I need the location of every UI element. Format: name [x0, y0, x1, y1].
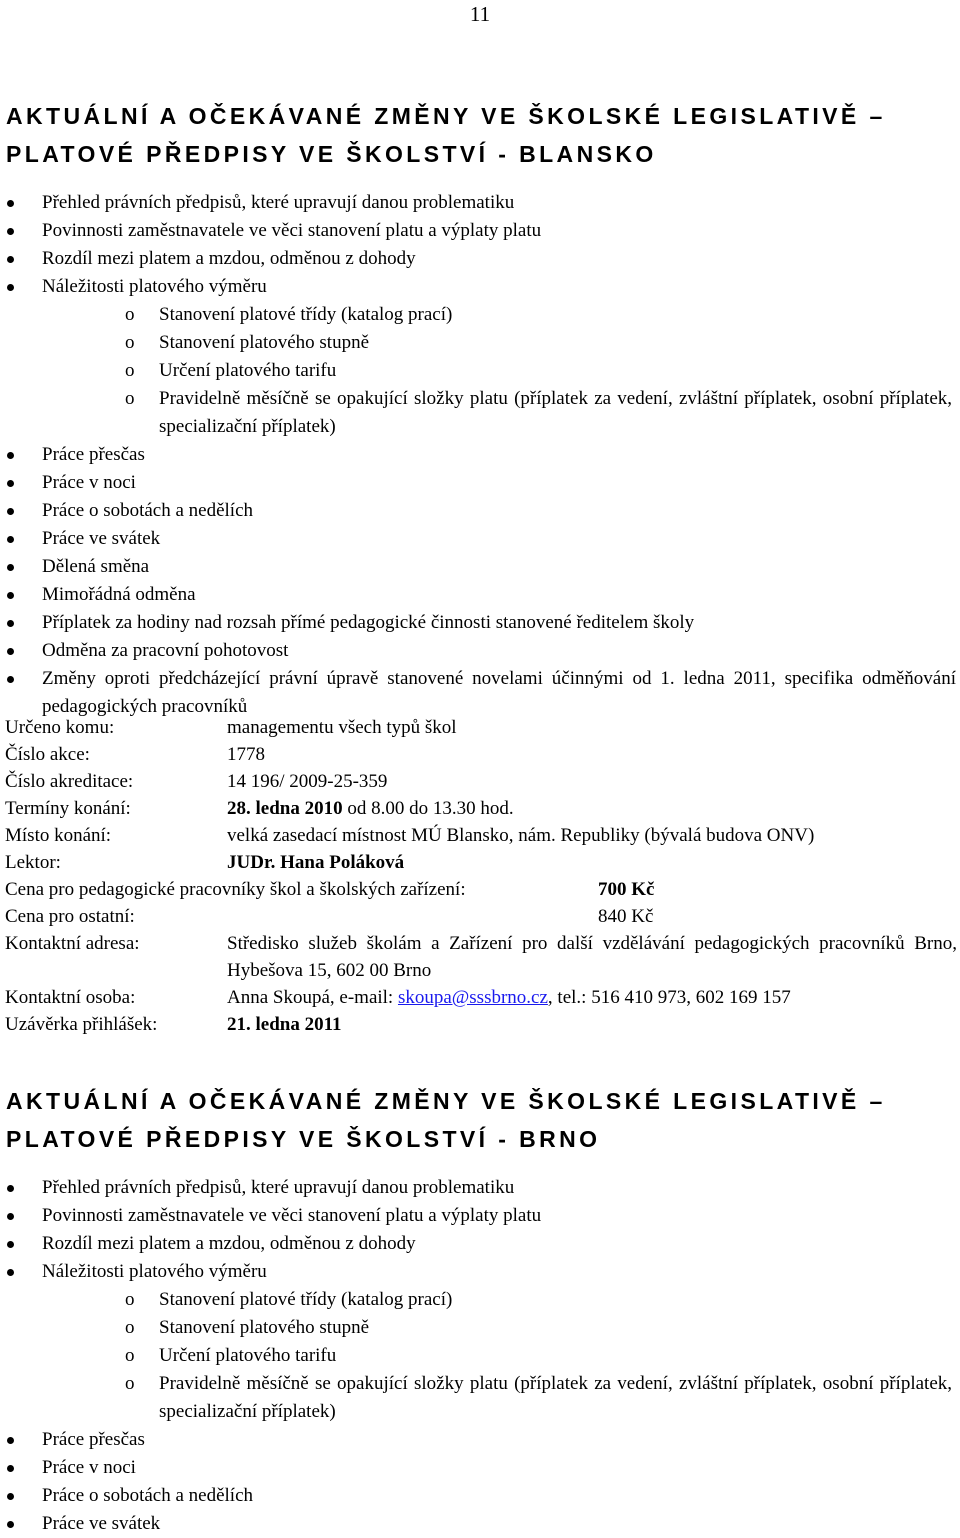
info-value: 14 196/ 2009-25-359 [227, 771, 388, 792]
info-value: 28. ledna 2010 od 8.00 do 13.30 hod. [227, 798, 514, 819]
sub-list-item: o Pravidelně měsíčně se opakující složky platu (příplatek za vedení, zvláštní příplatek, osobní příplatek, specializační příplatek) [42, 1370, 956, 1426]
sub-list-item: o Stanovení platové třídy (katalog prací) [42, 1286, 956, 1314]
sub-list-item: o Stanovení platového stupně [42, 1314, 956, 1342]
list-item: Povinnosti zaměstnavatele ve věci stanovení platu a výplaty platu [0, 217, 960, 245]
info-row-deadline [5, 1011, 957, 1038]
info-label: Uzávěrka přihlášek: [5, 1014, 158, 1035]
info-label: Termíny konání: [5, 798, 131, 819]
list-item: Práce ve svátek [0, 525, 960, 553]
info-label: Určeno komu: [5, 717, 115, 738]
circle-marker-icon: o [125, 304, 135, 325]
info-value: Anna Skoupá, e-mail: skoupa@sssbrno.cz, tel.: 516 410 973, 602 169 157 [227, 987, 791, 1008]
info-label: Cena pro ostatní: [5, 906, 135, 927]
list-item-label: Náležitosti platového výměru [42, 1261, 267, 1282]
info-row-lecturer [5, 849, 957, 876]
list-item: Práce v noci [0, 469, 960, 497]
info-value: 1778 [227, 744, 265, 765]
topics-list-blansko [0, 189, 960, 721]
info-value: velká zasedací místnost MÚ Blansko, nám. Republiky (bývalá budova ONV) [227, 825, 815, 846]
list-item: Přehled právních předpisů, které upravují danou problematiku [0, 189, 960, 217]
list-item: Rozdíl mezi platem a mzdou, odměnou z dohody [0, 245, 960, 273]
info-row-dates [5, 795, 957, 822]
list-item: Práce v noci [0, 1454, 960, 1482]
list-item [0, 1258, 960, 1426]
sub-list-item: o Určení platového tarifu [42, 357, 956, 385]
info-value: 700 Kč [598, 879, 655, 900]
info-row-place [5, 822, 957, 849]
info-value: managementu všech typů škol [227, 717, 457, 738]
info-row-event-number [5, 741, 957, 768]
info-label: Číslo akreditace: [5, 771, 134, 792]
info-value: JUDr. Hana Poláková [227, 852, 405, 873]
list-item: Změny oproti předcházející právní úpravě stanovené novelami účinnými od 1. ledna 2011, specifika odměňování pedagogických pracovníků [0, 665, 960, 721]
heading-line: AKTUÁLNÍ A OČEKÁVANÉ ZMĚNY VE ŠKOLSKÉ LEGISLATIVĚ – [6, 103, 886, 129]
info-row-contact [5, 984, 957, 1011]
list-item: Práce ve svátek [0, 1510, 960, 1538]
circle-marker-icon: o [125, 1317, 135, 1338]
email-link[interactable]: skoupa@sssbrno.cz [397, 987, 548, 1008]
heading-line: AKTUÁLNÍ A OČEKÁVANÉ ZMĚNY VE ŠKOLSKÉ LEGISLATIVĚ – [6, 1088, 886, 1114]
info-row-price-teachers [5, 876, 957, 903]
info-value: 840 Kč [598, 906, 654, 927]
circle-marker-icon: o [125, 388, 135, 409]
list-item: Dělená směna [0, 553, 960, 581]
list-item: Práce přesčas [0, 1426, 960, 1454]
info-label: Kontaktní osoba: [5, 987, 136, 1008]
circle-marker-icon: o [125, 1373, 135, 1394]
list-item: Práce o sobotách a nedělích [0, 497, 960, 525]
info-row-accreditation [5, 768, 957, 795]
list-item: Rozdíl mezi platem a mzdou, odměnou z dohody [0, 1230, 960, 1258]
list-item [0, 273, 960, 441]
heading-line: PLATOVÉ PŘEDPISY VE ŠKOLSTVÍ - BRNO [6, 1126, 601, 1152]
circle-marker-icon: o [125, 1289, 135, 1310]
info-label: Lektor: [5, 852, 61, 873]
list-item: Práce přesčas [0, 441, 960, 469]
section-heading-brno [6, 1082, 946, 1158]
info-row-price-others [5, 903, 957, 930]
list-item: Odměna za pracovní pohotovost [0, 637, 960, 665]
info-label: Cena pro pedagogické pracovníky škol a školských zařízení: [5, 879, 466, 900]
sub-list-item: o Pravidelně měsíčně se opakující složky platu (příplatek za vedení, zvláštní příplatek, osobní příplatek, specializační příplatek) [42, 385, 956, 441]
info-value: Středisko služeb školám a Zařízení pro další vzdělávání pedagogických pracovníků Brno, Hybešova 15, 602 00 Brno [227, 933, 957, 981]
sub-list-item: o Stanovení platové třídy (katalog prací) [42, 301, 956, 329]
heading-line: PLATOVÉ PŘEDPISY VE ŠKOLSTVÍ - BLANSKO [6, 141, 657, 167]
info-row-target [5, 714, 957, 741]
list-item: Příplatek za hodiny nad rozsah přímé pedagogické činnosti stanovené ředitelem školy [0, 609, 960, 637]
circle-marker-icon: o [125, 1345, 135, 1366]
sub-list-item: o Určení platového tarifu [42, 1342, 956, 1370]
list-item: Práce o sobotách a nedělích [0, 1482, 960, 1510]
info-value: 21. ledna 2011 [227, 1014, 342, 1035]
section-heading-blansko [6, 97, 946, 173]
info-label: Číslo akce: [5, 744, 90, 765]
course-info [5, 714, 957, 1038]
info-label: Kontaktní adresa: [5, 933, 140, 954]
list-item: Povinnosti zaměstnavatele ve věci stanovení platu a výplaty platu [0, 1202, 960, 1230]
topics-list-brno [0, 1174, 960, 1538]
list-item-label: Náležitosti platového výměru [42, 276, 267, 297]
info-label: Místo konání: [5, 825, 112, 846]
info-row-address [5, 930, 957, 984]
circle-marker-icon: o [125, 360, 135, 381]
page-number: 11 [469, 2, 491, 26]
circle-marker-icon: o [125, 332, 135, 353]
list-item: Přehled právních předpisů, které upravují danou problematiku [0, 1174, 960, 1202]
list-item: Mimořádná odměna [0, 581, 960, 609]
sub-list-item: o Stanovení platového stupně [42, 329, 956, 357]
